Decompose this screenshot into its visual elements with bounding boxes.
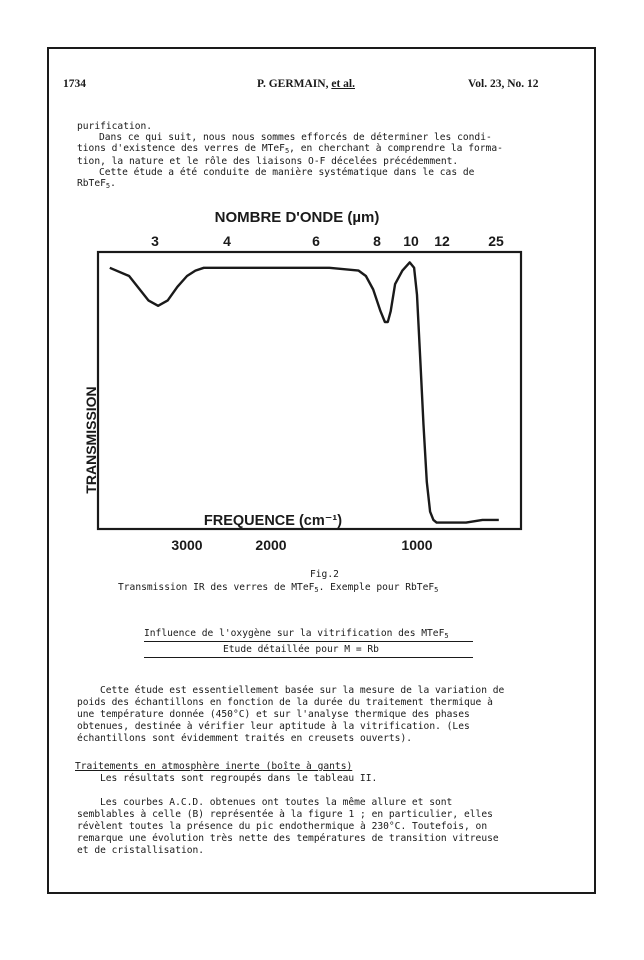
- heading-underline-1: [144, 641, 473, 642]
- y-axis-label: TRANSMISSION: [83, 386, 99, 494]
- x-axis-label: FREQUENCE (cm⁻¹): [203, 513, 343, 529]
- figure-caption: Transmission IR des verres de MTeF$_5$. Exemple pour RbTeF$_5$: [118, 582, 439, 594]
- figure-label: Fig.2: [310, 569, 339, 580]
- top-tick-label: 8: [373, 233, 381, 249]
- heading-underline-2: [144, 657, 473, 658]
- section-heading-line-2: Etude détaillée pour M = Rb: [223, 644, 379, 655]
- chart-title: NOMBRE D'ONDE (µm): [214, 209, 380, 226]
- para1-line-3: une température donnée (450°C) et sur l'analyse thermique des phases: [77, 709, 470, 720]
- intro-line-4: tion, la nature et le rôle des liaisons O-F décelées précédemment.: [77, 156, 459, 167]
- top-tick-label: 6: [312, 233, 320, 249]
- para1-line-5: échantillons sont évidemment traités en creusets ouverts).: [77, 733, 413, 744]
- section-heading-line-1: Influence de l'oxygène sur la vitrification des MTeF$_5$: [144, 628, 449, 640]
- top-tick-label: 3: [151, 233, 159, 249]
- para2-line-5: et de cristallisation.: [77, 845, 205, 856]
- para2-line-1: Les courbes A.C.D. obtenues ont toutes la même allure et sont: [100, 797, 453, 808]
- bottom-tick-label: 1000: [401, 537, 433, 553]
- para2-line-4: remarque une évolution très nette des températures de transition vitreuse: [77, 833, 499, 844]
- bottom-tick-label: 2000: [255, 537, 287, 553]
- bottom-tick-label: 3000: [171, 537, 203, 553]
- para1-line-1: Cette étude est essentiellement basée sur la mesure de la variation de: [100, 685, 505, 696]
- intro-line-3: tions d'existence des verres de MTeF$_5$, en cherchant à comprendre la forma-: [77, 143, 503, 155]
- intro-line-5: Cette étude a été conduite de manière systématique dans le cas de: [99, 167, 475, 178]
- page-number: 1734: [63, 78, 86, 90]
- top-tick-label: 4: [223, 233, 231, 249]
- para1-line-2: poids des échantillons en fonction de la durée du traitement thermique à: [77, 697, 493, 708]
- intro-line-6: RbTeF$_5$.: [77, 178, 116, 190]
- top-tick-labels: [151, 233, 504, 249]
- top-tick-label: 10: [403, 233, 419, 249]
- running-head-volume: Vol. 23, No. 12: [468, 78, 539, 90]
- intro-line-1: purification.: [77, 121, 153, 132]
- bottom-tick-labels: [171, 537, 432, 553]
- intro-line-2: Dans ce qui suit, nous nous sommes efforcés de déterminer les condi-: [99, 132, 492, 143]
- para1-line-4: obtenues, destinée à vérifier leur aptitude à la vitrification. (Les: [77, 721, 470, 732]
- subsection-line-1: Les résultats sont regroupés dans le tableau II.: [100, 773, 378, 784]
- subsection-title: Traitements en atmosphère inerte (boîte à gants): [75, 761, 353, 772]
- top-tick-label: 12: [434, 233, 450, 249]
- plot-frame: [98, 252, 521, 529]
- para2-line-2: semblables à celle (B) représentée à la figure 1 ; en particulier, elles: [77, 809, 493, 820]
- para2-line-3: révèlent toutes la présence du pic endothermique à 230°C. Toutefois, on: [77, 821, 488, 832]
- top-tick-label: 25: [488, 233, 504, 249]
- transmission-curve: [110, 262, 499, 522]
- running-head-authors: P. GERMAIN, et al.: [257, 78, 355, 90]
